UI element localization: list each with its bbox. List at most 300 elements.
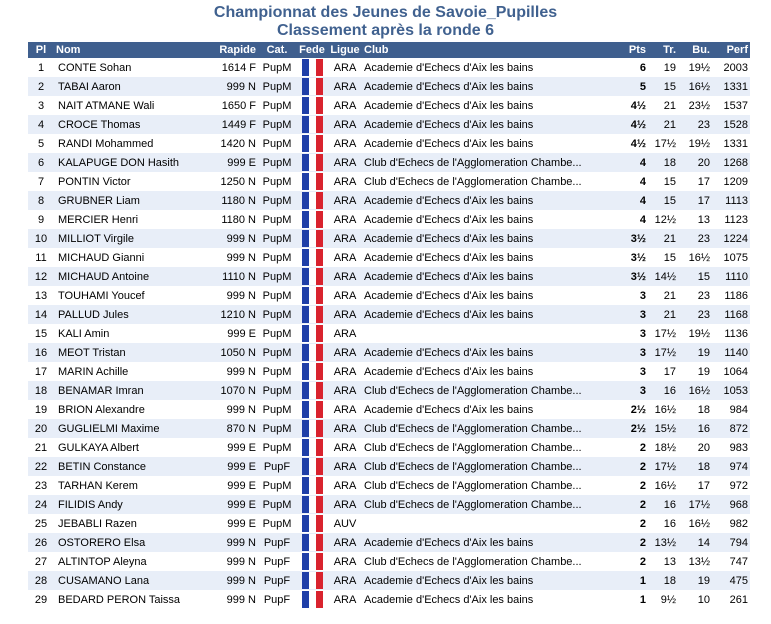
- france-flag-icon: [302, 496, 323, 513]
- header-fede[interactable]: Fede: [299, 44, 325, 56]
- rating-cell: 999 N: [226, 289, 256, 302]
- category-cell: PupM: [262, 308, 292, 321]
- tiebreak-tr-cell: 17½: [654, 137, 676, 150]
- club-cell: Club d'Echecs de l'Agglomeration Chambe...: [364, 555, 582, 568]
- points-cell: 3: [639, 346, 646, 359]
- performance-cell: 1331: [723, 80, 748, 93]
- club-cell: Academie d'Echecs d'Aix les bains: [364, 232, 534, 245]
- ligue-cell: ARA: [333, 593, 357, 606]
- tiebreak-tr-cell: 21: [663, 99, 676, 112]
- france-flag-icon: [302, 97, 323, 114]
- tiebreak-bu-cell: 16: [697, 422, 710, 435]
- ligue-cell: ARA: [333, 574, 357, 587]
- rank-cell: 28: [34, 574, 48, 587]
- ligue-cell: ARA: [333, 270, 357, 283]
- points-cell: 3½: [630, 251, 646, 264]
- player-name-link[interactable]: CROCE Thomas: [58, 118, 141, 131]
- tiebreak-tr-cell: 16½: [654, 479, 676, 492]
- tiebreak-tr-cell: 16: [663, 517, 676, 530]
- rank-cell: 11: [35, 251, 47, 264]
- rating-cell: 1070 N: [220, 384, 256, 397]
- france-flag-icon: [302, 420, 323, 437]
- player-name-link[interactable]: KALAPUGE DON Hasith: [58, 156, 180, 169]
- tiebreak-tr-cell: 18: [663, 574, 676, 587]
- performance-cell: 1224: [723, 232, 748, 245]
- player-name-link[interactable]: RANDI Mohammed: [58, 137, 154, 150]
- ligue-cell: ARA: [333, 118, 357, 131]
- club-cell: Academie d'Echecs d'Aix les bains: [364, 137, 534, 150]
- ligue-cell: ARA: [333, 232, 357, 245]
- rating-cell: 999 E: [227, 327, 256, 340]
- points-cell: 2: [639, 441, 646, 454]
- rating-cell: 999 N: [226, 593, 256, 606]
- points-cell: 6: [639, 61, 646, 74]
- table-row: [28, 115, 750, 134]
- table-row: [28, 495, 750, 514]
- table-row: [28, 248, 750, 267]
- category-cell: PupF: [263, 536, 291, 549]
- tiebreak-tr-cell: 15: [663, 194, 676, 207]
- ligue-cell: ARA: [333, 365, 357, 378]
- ligue-cell: ARA: [333, 403, 357, 416]
- points-cell: 5: [639, 80, 646, 93]
- performance-cell: 1268: [723, 156, 748, 169]
- tiebreak-tr-cell: 16: [663, 384, 676, 397]
- france-flag-icon: [302, 515, 323, 532]
- player-name-link[interactable]: TABAI Aaron: [58, 80, 121, 93]
- fede-cell: [296, 343, 328, 362]
- player-name-link[interactable]: MICHAUD Antoine: [58, 270, 150, 283]
- ligue-cell: ARA: [333, 194, 357, 207]
- rank-cell: 3: [37, 99, 45, 112]
- table-row: [28, 362, 750, 381]
- ligue-cell: ARA: [333, 346, 357, 359]
- table-row: [28, 590, 750, 609]
- tiebreak-tr-cell: 18: [663, 156, 676, 169]
- performance-cell: 972: [729, 479, 748, 492]
- points-cell: 4: [639, 213, 646, 226]
- france-flag-icon: [302, 477, 323, 494]
- rank-cell: 4: [37, 118, 45, 131]
- player-name-link[interactable]: TARHAN Kerem: [58, 479, 138, 492]
- fede-cell: [296, 96, 328, 115]
- tiebreak-tr-cell: 15: [663, 80, 676, 93]
- france-flag-icon: [302, 249, 323, 266]
- performance-cell: 1537: [723, 99, 748, 112]
- tiebreak-bu-cell: 16½: [688, 251, 710, 264]
- rating-cell: 1210 N: [220, 308, 256, 321]
- ligue-cell: ARA: [333, 80, 357, 93]
- tiebreak-bu-cell: 16½: [688, 384, 710, 397]
- tiebreak-tr-cell: 15: [663, 251, 676, 264]
- france-flag-icon: [302, 268, 323, 285]
- rating-cell: 999 E: [227, 498, 256, 511]
- rating-cell: 1110 N: [222, 270, 256, 283]
- header-perf[interactable]: Perf: [726, 44, 748, 56]
- tiebreak-bu-cell: 19½: [688, 61, 710, 74]
- category-cell: PupM: [262, 194, 292, 207]
- club-cell: Academie d'Echecs d'Aix les bains: [364, 365, 534, 378]
- player-name-link[interactable]: CONTE Sohan: [58, 61, 132, 74]
- tiebreak-bu-cell: 23½: [688, 99, 710, 112]
- fede-cell: [296, 248, 328, 267]
- rank-cell: 26: [34, 536, 48, 549]
- club-cell: Academie d'Echecs d'Aix les bains: [364, 536, 534, 549]
- table-row: [28, 172, 750, 191]
- header-pts[interactable]: Pts: [628, 44, 646, 56]
- player-name-link[interactable]: GRUBNER Liam: [58, 194, 140, 207]
- category-cell: PupM: [262, 517, 292, 530]
- points-cell: 3½: [630, 270, 646, 283]
- fede-cell: [296, 381, 328, 400]
- table-row: [28, 58, 750, 77]
- tiebreak-bu-cell: 19½: [688, 137, 710, 150]
- points-cell: 3½: [630, 232, 646, 245]
- rating-cell: 999 E: [227, 479, 256, 492]
- club-cell: Club d'Echecs de l'Agglomeration Chambe...: [364, 384, 582, 397]
- tiebreak-tr-cell: 17½: [654, 327, 676, 340]
- points-cell: 4: [639, 175, 646, 188]
- header-club[interactable]: Club: [364, 44, 389, 56]
- tiebreak-bu-cell: 17: [697, 194, 710, 207]
- tiebreak-bu-cell: 18: [697, 460, 710, 473]
- table-row: [28, 286, 750, 305]
- club-cell: Academie d'Echecs d'Aix les bains: [364, 346, 534, 359]
- ligue-cell: ARA: [333, 441, 357, 454]
- rating-cell: 1449 F: [221, 118, 256, 131]
- points-cell: 4½: [630, 99, 646, 112]
- france-flag-icon: [302, 154, 323, 171]
- france-flag-icon: [302, 363, 323, 380]
- header-nom[interactable]: Nom: [56, 44, 81, 56]
- fede-cell: [296, 552, 328, 571]
- performance-cell: 747: [729, 555, 748, 568]
- player-name-link[interactable]: MERCIER Henri: [58, 213, 139, 226]
- category-cell: PupM: [262, 137, 292, 150]
- ligue-cell: ARA: [333, 308, 357, 321]
- tiebreak-bu-cell: 13: [697, 213, 710, 226]
- player-name-link[interactable]: KALI Amin: [58, 327, 110, 340]
- player-name-link[interactable]: BENAMAR Imran: [58, 384, 144, 397]
- tiebreak-tr-cell: 15½: [654, 422, 676, 435]
- table-row: [28, 267, 750, 286]
- table-row: [28, 419, 750, 438]
- fede-cell: [296, 172, 328, 191]
- ligue-cell: ARA: [333, 289, 357, 302]
- rank-cell: 23: [34, 479, 48, 492]
- tiebreak-bu-cell: 19: [697, 346, 710, 359]
- france-flag-icon: [302, 173, 323, 190]
- tiebreak-tr-cell: 16: [663, 498, 676, 511]
- fede-cell: [296, 305, 328, 324]
- tiebreak-bu-cell: 10: [697, 593, 710, 606]
- rating-cell: 1180 N: [221, 213, 256, 226]
- player-name-link[interactable]: JEBABLI Razen: [58, 517, 137, 530]
- points-cell: 4½: [630, 137, 646, 150]
- rank-cell: 10: [34, 232, 48, 245]
- header-tr[interactable]: Tr.: [663, 44, 676, 56]
- points-cell: 2: [639, 460, 646, 473]
- france-flag-icon: [302, 306, 323, 323]
- player-name-link[interactable]: MARIN Achille: [58, 365, 129, 378]
- table-row: [28, 153, 750, 172]
- fede-cell: [296, 400, 328, 419]
- tiebreak-tr-cell: 12½: [654, 213, 676, 226]
- rank-cell: 1: [37, 61, 45, 74]
- club-cell: [362, 514, 620, 533]
- tiebreak-tr-cell: 14½: [654, 270, 676, 283]
- club-cell: Academie d'Echecs d'Aix les bains: [364, 593, 534, 606]
- category-cell: PupM: [262, 365, 292, 378]
- points-cell: 2: [639, 517, 646, 530]
- category-cell: PupM: [262, 403, 292, 416]
- player-name-link[interactable]: ALTINTOP Aleyna: [58, 555, 147, 568]
- tiebreak-bu-cell: 20: [697, 441, 710, 454]
- ligue-cell: ARA: [333, 479, 357, 492]
- club-cell: Club d'Echecs de l'Agglomeration Chambe...: [364, 175, 582, 188]
- tiebreak-bu-cell: 16½: [688, 517, 710, 530]
- player-name-link[interactable]: BRION Alexandre: [58, 403, 145, 416]
- player-name-link[interactable]: NAIT ATMANE Wali: [58, 99, 155, 112]
- fede-cell: [296, 210, 328, 229]
- france-flag-icon: [302, 572, 323, 589]
- tiebreak-bu-cell: 23: [697, 232, 710, 245]
- ligue-cell: ARA: [333, 536, 357, 549]
- page-subtitle: Classement après la ronde 6: [277, 22, 494, 39]
- tiebreak-bu-cell: 23: [697, 289, 710, 302]
- france-flag-icon: [302, 287, 323, 304]
- page-header: [0, 0, 771, 42]
- fede-cell: [296, 419, 328, 438]
- france-flag-icon: [302, 135, 323, 152]
- rank-cell: 20: [34, 422, 48, 435]
- player-name-link[interactable]: MILLIOT Virgile: [58, 232, 135, 245]
- table-row: [28, 381, 750, 400]
- performance-cell: 1209: [723, 175, 748, 188]
- rating-cell: 999 N: [226, 403, 256, 416]
- header-pl[interactable]: Pl: [35, 44, 47, 56]
- table-row: [28, 400, 750, 419]
- points-cell: 1: [639, 574, 646, 587]
- club-cell: Club d'Echecs de l'Agglomeration Chambe...: [364, 441, 582, 454]
- ligue-cell: ARA: [333, 384, 357, 397]
- rating-cell: 999 E: [227, 156, 256, 169]
- category-cell: PupM: [262, 441, 292, 454]
- points-cell: 3: [639, 384, 646, 397]
- points-cell: 2: [639, 498, 646, 511]
- table-row: [28, 96, 750, 115]
- category-cell: PupF: [263, 574, 291, 587]
- points-cell: 3: [639, 327, 646, 340]
- tiebreak-bu-cell: 16½: [688, 80, 710, 93]
- fede-cell: [296, 495, 328, 514]
- tiebreak-tr-cell: 19: [663, 61, 676, 74]
- rating-cell: 999 N: [226, 536, 256, 549]
- category-cell: PupM: [262, 384, 292, 397]
- tiebreak-bu-cell: 18: [697, 403, 710, 416]
- performance-cell: 968: [729, 498, 748, 511]
- table-header-row: [28, 42, 750, 58]
- france-flag-icon: [302, 458, 323, 475]
- table-row: [28, 77, 750, 96]
- rating-cell: 1614 F: [221, 61, 256, 74]
- france-flag-icon: [302, 211, 323, 228]
- tiebreak-bu-cell: 19: [697, 574, 710, 587]
- player-name-link[interactable]: BEDARD PERON Taissa: [58, 593, 181, 606]
- ligue-cell: ARA: [333, 156, 357, 169]
- france-flag-icon: [302, 116, 323, 133]
- tiebreak-tr-cell: 17½: [654, 460, 676, 473]
- performance-cell: 1110: [725, 270, 748, 283]
- ligue-cell: ARA: [333, 99, 357, 112]
- fede-cell: [296, 533, 328, 552]
- player-name-link[interactable]: FILIDIS Andy: [58, 498, 123, 511]
- player-name-link[interactable]: GUGLIELMI Maxime: [58, 422, 160, 435]
- rating-cell: 999 N: [226, 574, 256, 587]
- category-cell: PupM: [262, 156, 292, 169]
- points-cell: 2: [639, 536, 646, 549]
- tiebreak-bu-cell: 23: [697, 118, 710, 131]
- rating-cell: 999 N: [226, 555, 256, 568]
- performance-cell: 1123: [724, 213, 748, 226]
- standings-table: [28, 42, 750, 609]
- category-cell: PupM: [262, 346, 292, 359]
- fede-cell: [296, 457, 328, 476]
- player-name-link[interactable]: GULKAYA Albert: [58, 441, 139, 454]
- club-cell: Academie d'Echecs d'Aix les bains: [364, 270, 534, 283]
- rating-cell: 870 N: [226, 422, 256, 435]
- club-cell: Academie d'Echecs d'Aix les bains: [364, 118, 534, 131]
- header-ligue[interactable]: Ligue: [330, 44, 360, 56]
- france-flag-icon: [302, 382, 323, 399]
- rating-cell: 1050 N: [220, 346, 256, 359]
- club-cell: Academie d'Echecs d'Aix les bains: [364, 61, 534, 74]
- tiebreak-tr-cell: 9½: [660, 593, 676, 606]
- fede-cell: [296, 571, 328, 590]
- rank-cell: 19: [34, 403, 48, 416]
- category-cell: PupM: [262, 479, 292, 492]
- rank-cell: 2: [37, 80, 45, 93]
- category-cell: PupM: [262, 289, 292, 302]
- category-cell: PupF: [263, 555, 291, 568]
- category-cell: PupM: [262, 80, 292, 93]
- performance-cell: 2003: [723, 61, 748, 74]
- france-flag-icon: [302, 230, 323, 247]
- rating-cell: 999 N: [226, 232, 256, 245]
- header-bu[interactable]: Bu.: [692, 44, 710, 56]
- france-flag-icon: [302, 439, 323, 456]
- table-row: [28, 552, 750, 571]
- rating-cell: 1650 F: [221, 99, 256, 112]
- player-name-link[interactable]: BETIN Constance: [58, 460, 147, 473]
- performance-cell: 261: [729, 593, 748, 606]
- rank-cell: 16: [34, 346, 48, 359]
- player-name-link[interactable]: MEOT Tristan: [58, 346, 126, 359]
- fede-cell: [296, 286, 328, 305]
- player-name-link[interactable]: MICHAUD Gianni: [58, 251, 145, 264]
- ligue-cell: ARA: [333, 460, 357, 473]
- rating-cell: 999 E: [227, 460, 256, 473]
- performance-cell: 1528: [723, 118, 748, 131]
- tiebreak-tr-cell: 13: [663, 555, 676, 568]
- performance-cell: 982: [729, 517, 748, 530]
- fede-cell: [296, 77, 328, 96]
- tiebreak-bu-cell: 14: [697, 536, 710, 549]
- table-row: [28, 457, 750, 476]
- performance-cell: 974: [729, 460, 748, 473]
- performance-cell: 475: [729, 574, 748, 587]
- player-name-link[interactable]: PONTIN Victor: [58, 175, 131, 188]
- performance-cell: 872: [729, 422, 748, 435]
- tiebreak-tr-cell: 21: [663, 289, 676, 302]
- points-cell: 2: [639, 555, 646, 568]
- header-rapide[interactable]: Rapide: [219, 44, 256, 56]
- fede-cell: [296, 590, 328, 609]
- france-flag-icon: [302, 59, 323, 76]
- category-cell: PupM: [262, 422, 292, 435]
- club-cell: Club d'Echecs de l'Agglomeration Chambe...: [364, 498, 582, 511]
- table-row: [28, 343, 750, 362]
- club-cell: Club d'Echecs de l'Agglomeration Chambe...: [364, 156, 582, 169]
- performance-cell: 1136: [724, 327, 748, 340]
- tiebreak-bu-cell: 17: [697, 175, 710, 188]
- player-name-link[interactable]: PALLUD Jules: [58, 308, 129, 321]
- ligue-cell: ARA: [333, 555, 357, 568]
- category-cell: PupM: [262, 498, 292, 511]
- player-name-link[interactable]: OSTORERO Elsa: [58, 536, 146, 549]
- table-row: [28, 191, 750, 210]
- table-row: [28, 210, 750, 229]
- performance-cell: 1053: [723, 384, 748, 397]
- rank-cell: 15: [34, 327, 48, 340]
- rank-cell: 9: [37, 213, 45, 226]
- table-row: [28, 324, 750, 343]
- points-cell: 2: [639, 479, 646, 492]
- header-cat[interactable]: Cat.: [266, 44, 288, 56]
- rank-cell: 24: [34, 498, 48, 511]
- rating-cell: 999 N: [226, 365, 256, 378]
- club-cell: Academie d'Echecs d'Aix les bains: [364, 308, 534, 321]
- table-row: [28, 476, 750, 495]
- france-flag-icon: [302, 591, 323, 608]
- points-cell: 3: [639, 289, 646, 302]
- club-cell: Club d'Echecs de l'Agglomeration Chambe...: [364, 422, 582, 435]
- tiebreak-bu-cell: 17: [697, 479, 710, 492]
- points-cell: 4½: [630, 118, 646, 131]
- club-cell: Academie d'Echecs d'Aix les bains: [364, 574, 534, 587]
- player-name-link[interactable]: CUSAMANO Lana: [58, 574, 150, 587]
- table-row: [28, 571, 750, 590]
- club-cell: Academie d'Echecs d'Aix les bains: [364, 80, 534, 93]
- category-cell: PupF: [263, 593, 291, 606]
- category-cell: PupM: [262, 251, 292, 264]
- france-flag-icon: [302, 78, 323, 95]
- fede-cell: [296, 153, 328, 172]
- player-name-link[interactable]: TOUHAMI Youcef: [58, 289, 145, 302]
- category-cell: PupM: [262, 270, 292, 283]
- category-cell: PupM: [262, 118, 292, 131]
- france-flag-icon: [302, 534, 323, 551]
- fede-cell: [296, 115, 328, 134]
- club-cell: Academie d'Echecs d'Aix les bains: [364, 289, 534, 302]
- rating-cell: 1180 N: [221, 194, 256, 207]
- category-cell: PupM: [262, 175, 292, 188]
- rank-cell: 6: [37, 156, 45, 169]
- rating-cell: 1250 N: [220, 175, 256, 188]
- france-flag-icon: [302, 192, 323, 209]
- ligue-cell: ARA: [333, 213, 357, 226]
- rank-cell: 12: [34, 270, 48, 283]
